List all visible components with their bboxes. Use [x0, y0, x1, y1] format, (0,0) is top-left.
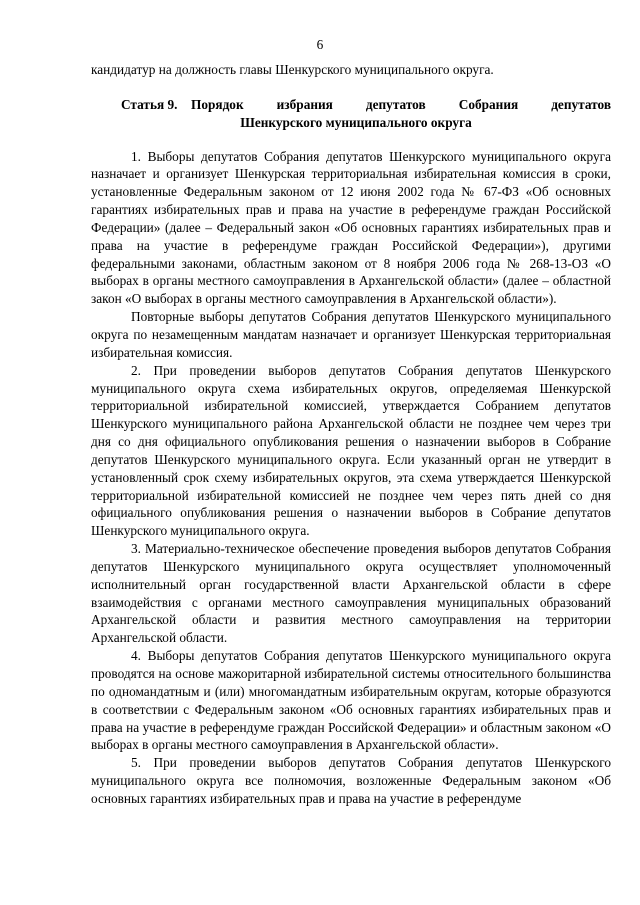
article-number: Статья 9. [121, 96, 178, 112]
article-title-line-2: Шенкурского муниципального округа [240, 114, 472, 130]
paragraph-repeat-elections: Повторные выборы депутатов Собрания депутатов Шенкурского муниципального округа по незамещенным мандатам назначает и организует Шенкурская территориальная избирательная комиссия. [91, 309, 611, 360]
page-number: 6 [316, 37, 324, 52]
article-heading-row [91, 96, 611, 114]
continuation-line: кандидатур на должность главы Шенкурского муниципального округа. [91, 62, 494, 77]
article-heading [91, 96, 611, 132]
article-title-line-1: Порядок избрания депутатов Собрания депутатов [191, 96, 611, 112]
paragraph-5: 5. При проведении выборов депутатов Собрания депутатов Шенкурского муниципального округа все полномочия, возложенные Федеральным законом «Об основных гарантиях избирательных прав и права на участие в референдуме [91, 755, 611, 806]
paragraph-3: 3. Материально-техническое обеспечение проведения выборов депутатов Собрания депутатов Шенкурского муниципального округа осуществляет уполномоченный исполнительный орган государственной власти Архангельской области в сфере взаимодействия с органами местного самоуправления муниципальных образований Архангельской области и развития местного самоуправления на территории Архангельской области. [91, 541, 611, 646]
paragraph-2: 2. При проведении выборов депутатов Собрания депутатов Шенкурского муниципального округа схема избирательных округов, определяемая Шенкурской территориальной избирательной комиссией, утверждается Собранием депутатов Шенкурского муниципального района Архангельской области не позднее чем через три дня со дня официального опубликования решения о назначении выборов в Собрание депутатов Шенкурского муниципального округа. Если указанный орган не утвердит в установленный срок схему избирательных округов, эта схема утверждается Шенкурской территориальной избирательной комиссией не позднее чем через пять дней со дня официального опубликования решения о назначении выборов в Собрание депутатов Шенкурского муниципального округа. [91, 362, 611, 539]
paragraph-4: 4. Выборы депутатов Собрания депутатов Шенкурского муниципального округа проводятся на основе мажоритарной избирательной системы относительного большинства по одномандатным и (или) многомандатным избирательным округам, которые образуются в соответствии с Федеральным законом «Об основных гарантиях избирательных прав и права на участие в референдуме граждан Российской Федерации» и областным законом «О выборах в органы местного самоуправления в Архангельской области». [91, 648, 611, 753]
paragraph-1: 1. Выборы депутатов Собрания депутатов Шенкурского муниципального округа назначает и организует Шенкурская территориальная избирательная комиссия в сроки, установленные Федеральным законом от 12 июня 2002 года № 67-ФЗ «Об основных гарантиях избирательных прав и права на участие в референдуме граждан Российской Федерации» (далее – Федеральный закон «Об основных гарантиях избирательных прав и права на участие в референдуме граждан Российской Федерации»), другими федеральными законами, областным законом от 8 ноября 2006 года № 268-13-ОЗ «О выборах в органы местного самоуправления в Архангельской области» (далее – областной закон «О выборах в органы местного самоуправления в Архангельской области»). [91, 148, 611, 307]
page-content [91, 61, 611, 808]
